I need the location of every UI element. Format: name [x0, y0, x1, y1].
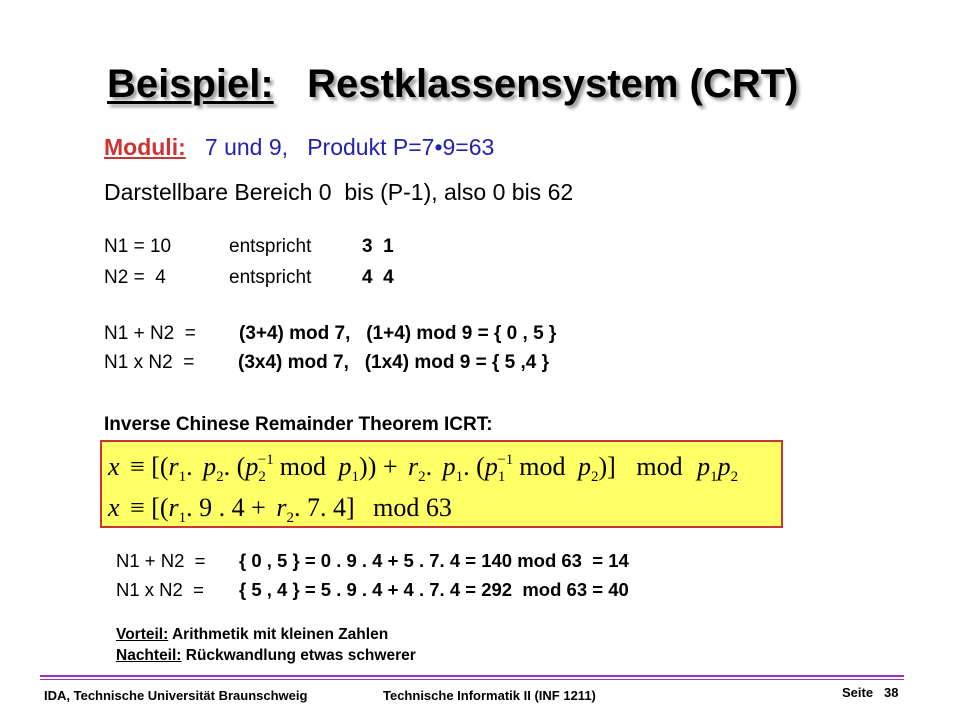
note-disadvantage — [116, 647, 416, 665]
n2-verb: entspricht — [229, 267, 312, 288]
n1-value: 3 1 — [362, 236, 394, 257]
moduli-label: Moduli: — [104, 134, 186, 160]
formula-line1: x ≡ [($r_1$. $p_2$. ($p_2-1$ mod $p_1$)) + $r_2$. $p_1$. ($p_1-1$ mod $p_2$)] mod $p_1p_2$ — [108, 452, 739, 485]
footer-page-number: 38 — [884, 685, 899, 700]
note-disadvantage-label: Nachteil: — [116, 647, 182, 664]
range-line: Darstellbare Bereich 0 bis (P-1), also 0 bis 62 — [104, 179, 574, 205]
formula-line2: x ≡ [($r_1$. 9 . 4 + $r_2$. 7. 4] mod 63 — [108, 493, 452, 526]
op-add-lhs: N1 + N2 = — [104, 323, 196, 344]
op-mul-rhs: (3x4) mod 7, (1x4) mod 9 = { 5 ,4 } — [238, 352, 549, 373]
icrt-heading: Inverse Chinese Remainder Theorem ICRT: — [104, 414, 493, 435]
footer-divider-top — [40, 675, 904, 677]
icrt-formula-box — [100, 440, 783, 528]
footer-institution: IDA, Technische Universität Braunschweig — [44, 688, 308, 703]
moduli-line — [104, 134, 494, 161]
title-part2: Restklassensystem (CRT) — [307, 62, 799, 106]
n2-name: N2 = 4 — [104, 267, 166, 288]
op-mul-lhs: N1 x N2 = — [104, 352, 195, 373]
slide-title — [107, 62, 798, 107]
n1-name: N1 = 10 — [104, 236, 172, 257]
result-mul-lhs: N1 x N2 = — [116, 579, 204, 600]
moduli-value: 7 und 9, Produkt P=7•9=63 — [204, 134, 495, 160]
note-advantage-label: Vorteil: — [116, 626, 169, 643]
title-part1: Beispiel: — [107, 62, 274, 106]
footer-course: Technische Informatik II (INF 1211) — [383, 688, 596, 703]
icrt-formula — [102, 442, 781, 526]
n2-value: 4 4 — [362, 267, 394, 288]
result-add-lhs: N1 + N2 = — [116, 550, 206, 571]
result-add-rhs: { 0 , 5 } = 0 . 9 . 4 + 5 . 7. 4 = 140 mod 63 = 14 — [239, 550, 629, 571]
note-advantage — [116, 626, 388, 644]
note-advantage-text: Arithmetik mit kleinen Zahlen — [168, 626, 389, 643]
n1-verb: entspricht — [229, 236, 312, 257]
footer-divider-bottom — [40, 679, 904, 680]
op-add-rhs: (3+4) mod 7, (1+4) mod 9 = { 0 , 5 } — [239, 323, 557, 344]
footer-page-label: Seite — [842, 685, 874, 700]
note-disadvantage-text: Rückwandlung etwas schwerer — [181, 647, 416, 664]
result-mul-rhs: { 5 , 4 } = 5 . 9 . 4 + 4 . 7. 4 = 292 mod 63 = 40 — [239, 579, 629, 600]
